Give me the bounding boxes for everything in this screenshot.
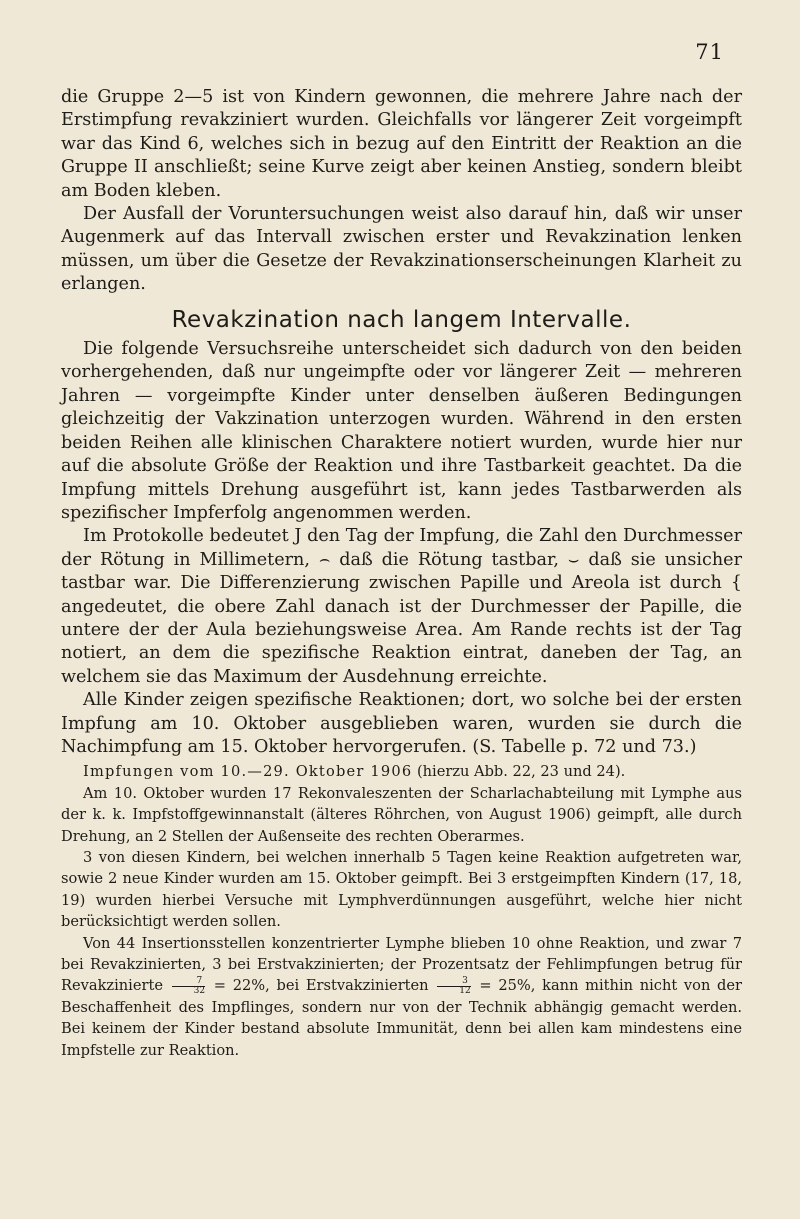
small-paragraph	[61, 933, 742, 1061]
paragraph: Der Ausfall der Voruntersuchungen weist also darauf hin, daß wir unser Augenmerk auf das Intervall zwischen erster und Revakzination lenken müssen, um über die Gesetze der Revakzinationserscheinungen Klarheit zu erlangen.	[61, 204, 742, 295]
small-print-heading	[61, 761, 742, 782]
fraction-denominator: 12	[459, 986, 471, 997]
text-run: = 25%, kann mithin nicht von der Beschaffenheit des Impflinges, sondern nur von der Technik abhängig gemacht werden. Bei keinem der Kinder bestand absolute Immunität, denn bei allen kam mindestens eine Impfstelle zur Reaktion.	[61, 977, 743, 1059]
fraction	[172, 977, 205, 996]
paragraph: Im Protokolle bedeutet J den Tag der Impfung, die Zahl den Durchmesser der Rötung in Millimetern, ⌢ daß die Rötung tastbar, ⌣ daß sie unsicher tastbar war. Die Differenzierung zwischen Papille und Areola ist durch { angedeutet, die obere Zahl danach ist der Durchmesser der Papille, die untere der der Aula beziehungsweise Area. Am Rande rechts ist der Tag notiert, an dem die spezifische Reaktion eintrat, daneben der Tag, an welchem sie das Maximum der Ausdehnung erreichte.	[61, 526, 742, 687]
paragraph: Die folgende Versuchsreihe unterscheidet sich dadurch von den beiden vorhergehenden, daß nur ungeimpfte oder vor längerer Zeit — mehreren Jahren — vorgeimpfte Kinder unter denselben äußeren Bedingungen gleichzeitig der Vakzination unterzogen wurden. Während in den ersten beiden Reihen alle klinischen Charaktere notiert wurden, wurde hier nur auf die absolute Größe der Reaktion und ihre Tastbarkeit geachtet. Da die Impfung mittels Drehung ausgeführt ist, kann jedes Tastbarwerden als spezifischer Impferfolg angenommen werden.	[61, 339, 742, 523]
main-text	[61, 86, 742, 1061]
small-print-section	[61, 761, 742, 1061]
paragraph: die Gruppe 2—5 ist von Kindern gewonnen, die mehrere Jahre nach der Erstimpfung revakziniert wurden. Gleichfalls vor längerer Zeit vorgeimpft war das Kind 6, welches sich in bezug auf den Eintritt der Reaktion an die Gruppe II anschließt; seine Kurve zeigt aber keinen Anstieg, sondern bleibt am Boden kleben.	[61, 87, 742, 201]
fraction-denominator: 32	[193, 986, 206, 997]
heading-rest: (hierzu Abb. 22, 23 und 24).	[412, 763, 626, 781]
text-run: Von 44 Insertionsstellen konzentrierter Lymphe blieben 10 ohne Reaktion, und zwar 7 bei Revakzinierten, 3 bei Erstvakzinierten; der Prozentsatz der Fehlimpfungen betrug für Revakzinierte	[61, 934, 742, 995]
fraction-numerator: 3	[437, 977, 470, 987]
paragraph: Alle Kinder zeigen spezifische Reaktionen; dort, wo solche bei der ersten Impfung am 10. Oktober ausgeblieben waren, wurden sie durch die Nachimpfung am 15. Oktober hervorgerufen. (S. Tabelle p. 72 und 73.)	[61, 690, 742, 757]
small-paragraph: Am 10. Oktober wurden 17 Rekonvaleszenten der Scharlachabteilung mit Lymphe aus der k. k. Impfstoffgewinnanstalt (älteres Röhrchen, von August 1906) geimpft, alle durch Drehung, an 2 Stellen der Außenseite des rechten Oberarmes.	[61, 784, 742, 845]
text-run: = 22%, bei Erstvakzinierten	[207, 977, 436, 995]
heading-spaced: Impfungen vom 10.—29. Oktober 1906	[83, 763, 413, 781]
small-paragraph: 3 von diesen Kindern, bei welchen innerhalb 5 Tagen keine Reaktion aufgetreten war, sowie 2 neue Kinder wurden am 15. Oktober geimpft. Bei 3 erstgeimpften Kindern (17, 18, 19) wurden hierbei Versuche mit Lymphverdünnungen ausgeführt, welche hier nicht berücksichtigt werden sollen.	[61, 849, 742, 931]
page-number: 71	[695, 40, 724, 64]
section-heading: Revakzination nach langem Intervalle.	[171, 306, 632, 333]
fraction-numerator: 7	[172, 977, 205, 987]
fraction	[437, 977, 470, 996]
